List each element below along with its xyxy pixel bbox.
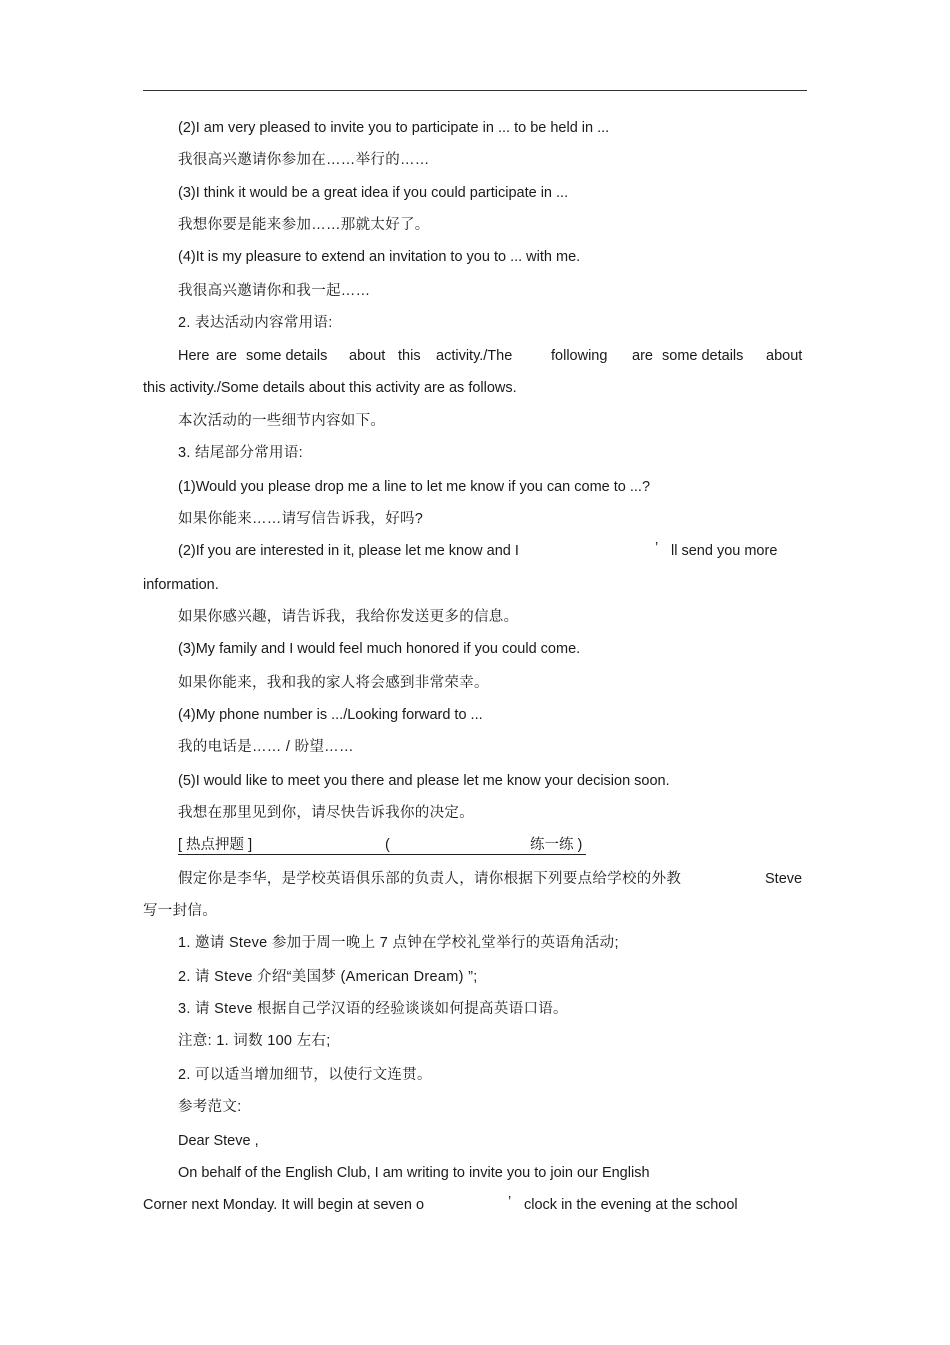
word: activity./The (436, 348, 513, 364)
note-line: 注意: 1. 词数 100 左右; (178, 1033, 331, 1049)
phrase-line: (4)My phone number is .../Looking forward to ... (178, 707, 483, 723)
phrase-line: (1)Would you please drop me a line to let me know if you can come to ...? (178, 479, 651, 495)
word: some details (662, 348, 744, 364)
apostrophe: ’ (508, 1194, 512, 1210)
apostrophe: ’ (655, 540, 659, 556)
word: some details (246, 348, 328, 364)
sample-heading: 参考范文: (178, 1099, 242, 1115)
letter-salutation: Dear Steve , (178, 1133, 259, 1149)
translation-line: 我很高兴邀请你和我一起…… (178, 283, 371, 299)
phrase-line: information. (143, 577, 219, 593)
section-heading: 3. 结尾部分常用语: (178, 445, 303, 461)
translation-line: 如果你感兴趣，请告诉我，我给你发送更多的信息。 (178, 609, 519, 625)
translation-line: 如果你能来，我和我的家人将会感到非常荣幸。 (178, 675, 489, 691)
task-prompt: 写一封信。 (143, 903, 217, 919)
letter-body: On behalf of the English Club, I am writing to invite you to join our English (178, 1165, 650, 1181)
header-rule (143, 90, 807, 91)
phrase-line: (4)It is my pleasure to extend an invitation to you to ... with me. (178, 249, 581, 265)
hot-topic-paren: ( (385, 837, 390, 853)
phrase-line: (5)I would like to meet you there and please let me know your decision soon. (178, 773, 670, 789)
word: Here (178, 348, 210, 364)
task-prompt-name: Steve (765, 871, 803, 887)
phrase-line: (2)I am very pleased to invite you to participate in ... to be held in ... (178, 120, 610, 136)
translation-line: 我很高兴邀请你参加在……举行的…… (178, 152, 430, 168)
phrase-line-cont: ll send you more (671, 543, 778, 559)
section-heading: 2. 表达活动内容常用语: (178, 315, 333, 331)
translation-line: 我想在那里见到你，请尽快告诉我你的决定。 (178, 805, 474, 821)
translation-line: 如果你能来……请写信告诉我，好吗? (178, 511, 424, 527)
task-point: 2. 请 Steve 介绍“美国梦 (American Dream) ”; (178, 969, 478, 985)
word: following (551, 348, 608, 364)
task-point: 1. 邀请 Steve 参加于周一晚上 7 点钟在学校礼堂举行的英语角活动; (178, 935, 619, 951)
phrase-line: (3)My family and I would feel much honored if you could come. (178, 641, 581, 657)
phrase-line: (2)If you are interested in it, please let me know and I (178, 543, 519, 559)
letter-body: Corner next Monday. It will begin at seven o (143, 1197, 425, 1213)
phrase-line: (3)I think it would be a great idea if you could participate in ... (178, 185, 569, 201)
word: are (216, 348, 237, 364)
translation-line: 我的电话是…… / 盼望…… (178, 739, 354, 755)
hot-topic-label: [ 热点押题 ] (178, 837, 253, 853)
phrase-line: this activity./Some details about this activity are as follows. (143, 380, 517, 396)
hot-topic-heading (178, 836, 586, 855)
word: this (398, 348, 421, 364)
letter-body-cont: clock in the evening at the school (524, 1197, 738, 1213)
task-point: 3. 请 Steve 根据自己学汉语的经验谈谈如何提高英语口语。 (178, 1001, 568, 1017)
word: are (632, 348, 653, 364)
hot-topic-practice: 练一练 ) (530, 837, 583, 853)
note-line: 2. 可以适当增加细节，以使行文连贯。 (178, 1067, 432, 1083)
word: about (766, 348, 803, 364)
task-prompt: 假定你是李华，是学校英语俱乐部的负责人，请你根据下列要点给学校的外教 (178, 871, 682, 887)
translation-line: 本次活动的一些细节内容如下。 (178, 413, 386, 429)
word: about (349, 348, 386, 364)
translation-line: 我想你要是能来参加……那就太好了。 (178, 217, 430, 233)
